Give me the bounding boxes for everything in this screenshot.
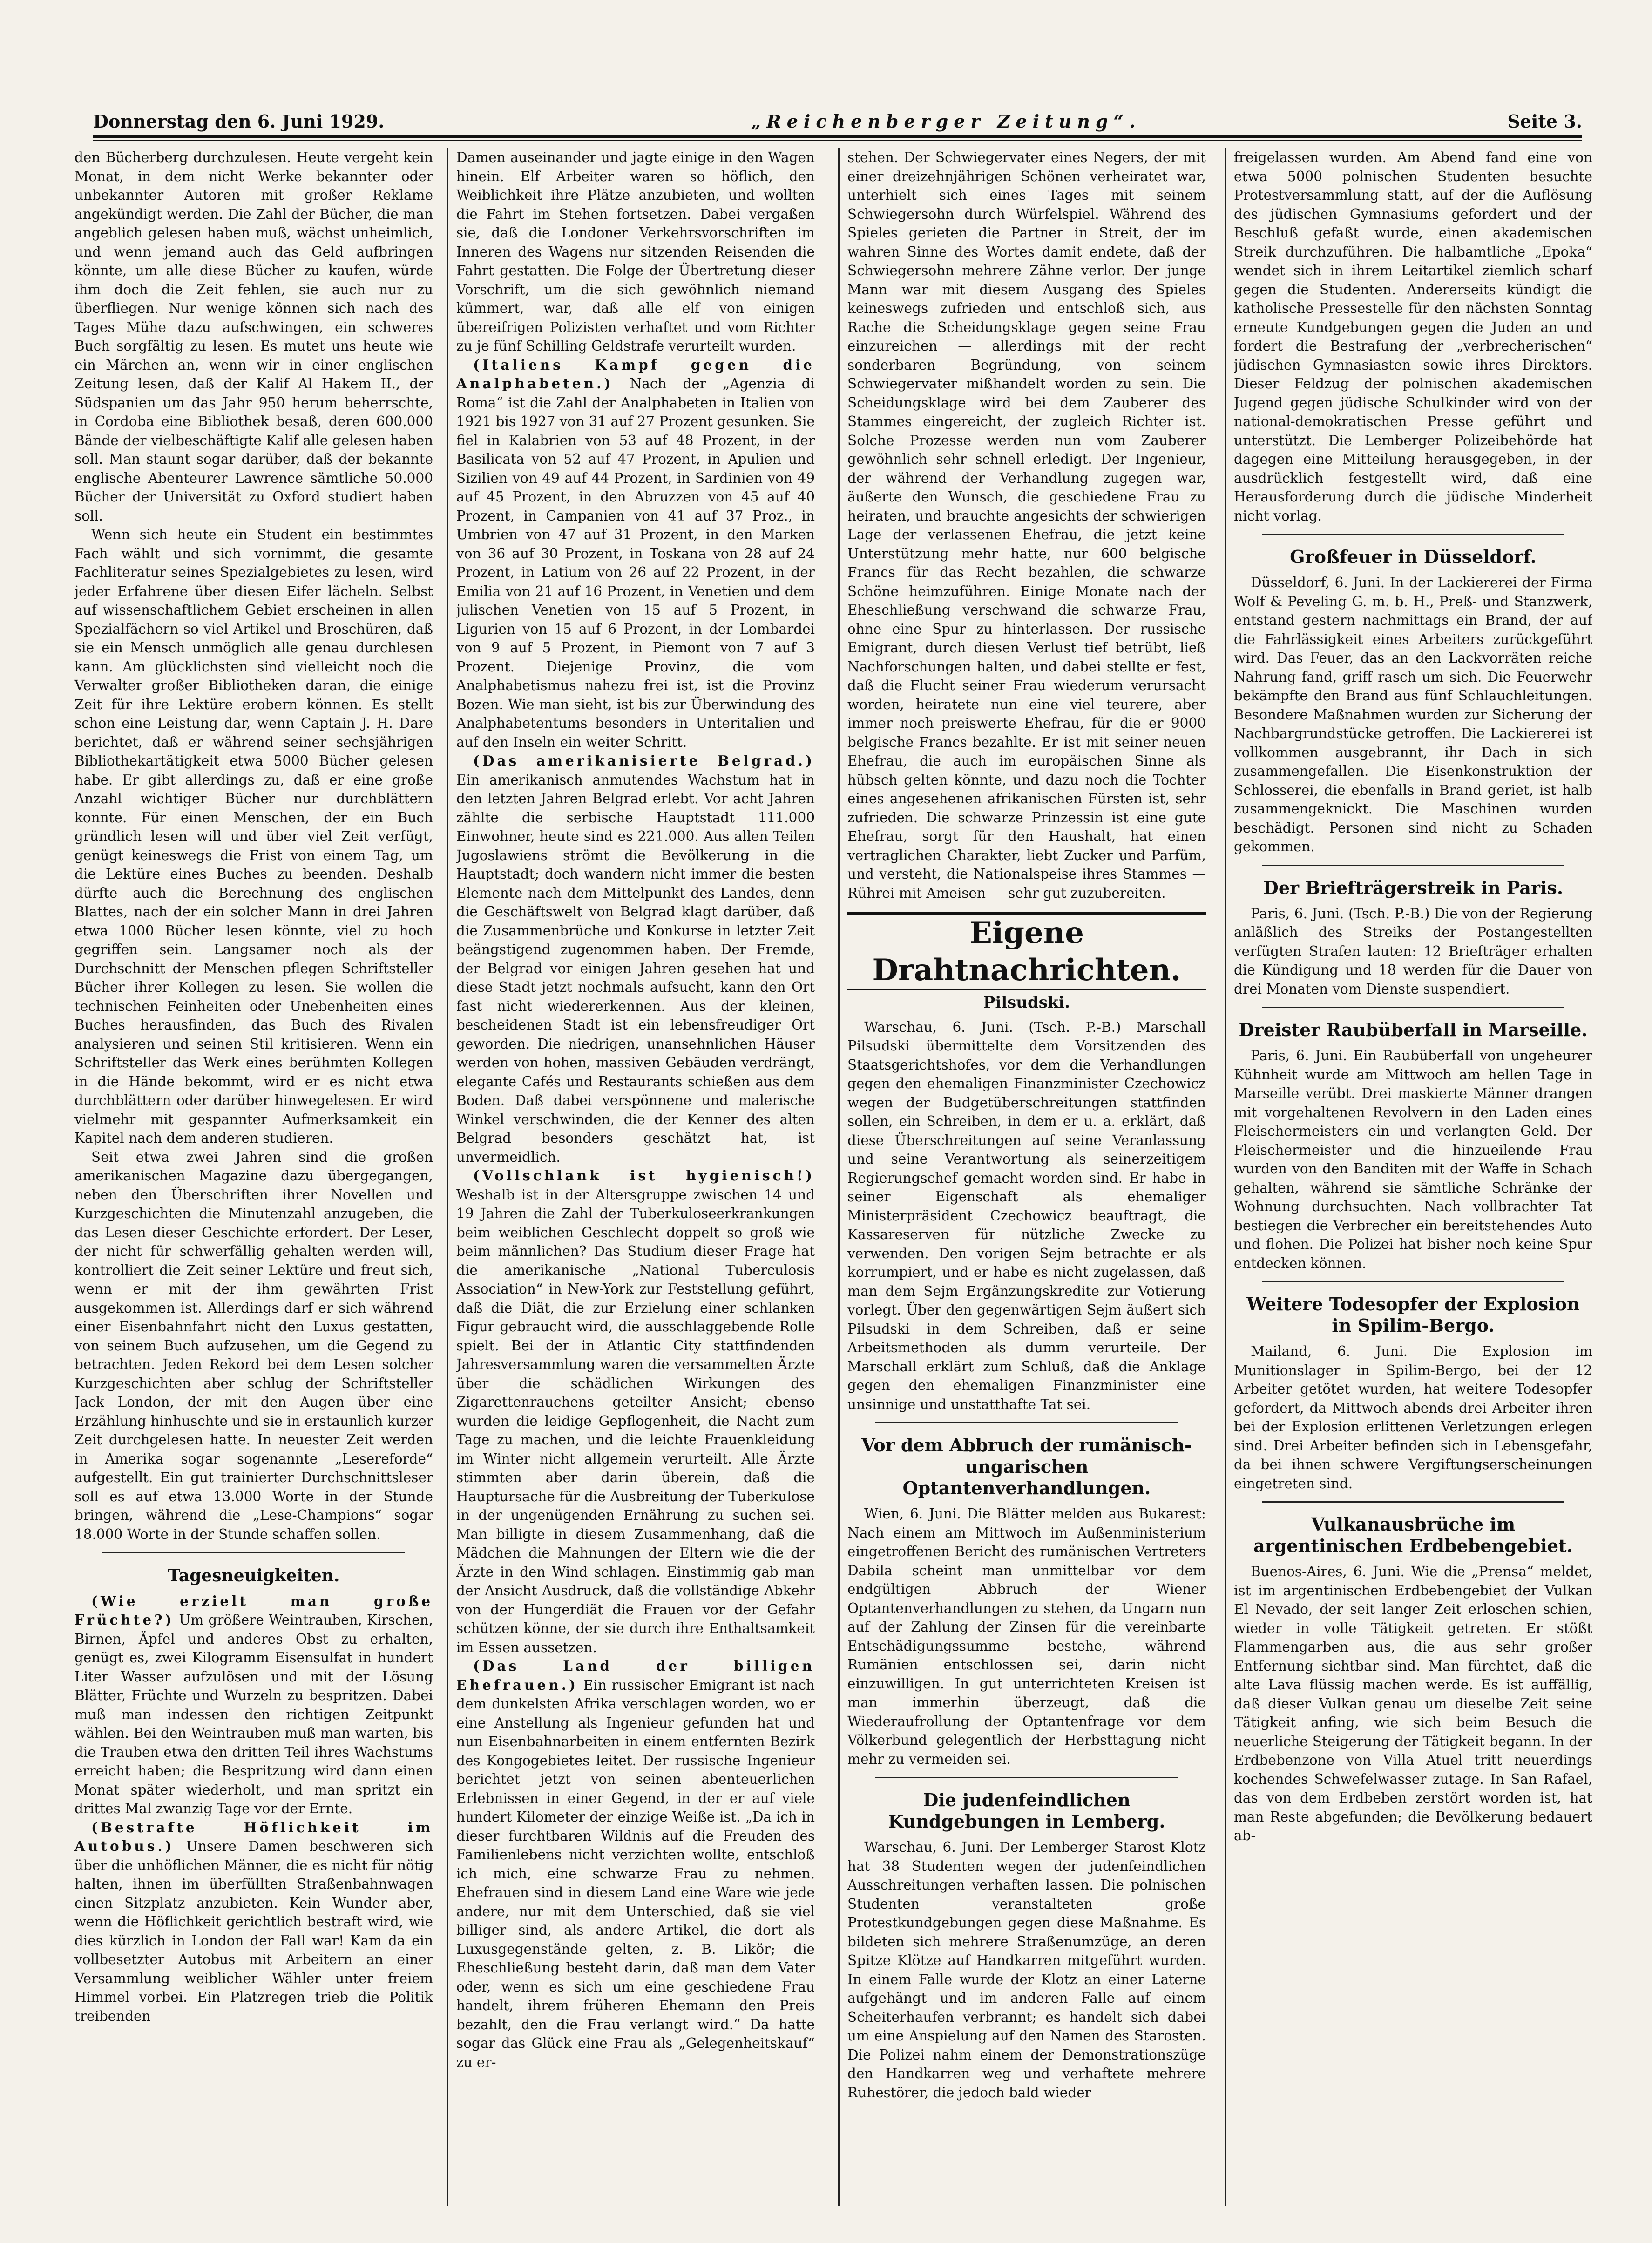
article-text: Warschau, 6. Juni. (Tsch. P.-B.) Marschall Pilsudski übermittelte dem Vorsitzenden des Staatsgerichtshofes, vor dem die Verhandlungen gegen den ehemaligen Finanzminister Czechowicz wegen der Budgetüberschreitungen stattfinden sollen, ein Schreiben, in dem er u. a. erklärt, daß diese Überschreitungen auf seine Veranlassung und seine Verantwortung als seinerzeitigem Regierungschef gemacht worden sind. Er habe in seiner Eigenschaft als ehemaliger Ministerpräsident Czechowicz beauftragt, die Kassareserven für nützliche Zwecke zu verwenden. Den vorigen Sejm betrachte er als korrumpiert, und er habe es nicht zugelassen, daß man dem Sejm Ergänzungskredite zur Votierung vorlegt. Über den gegenwärtigen Sejm äußert sich Pilsudski in dem Schreiben, daß er seine Arbeitsmethoden als dumm verurteile. Der Marschall erklärt zum Schluß, daß die Anklage gegen den ehemaligen Finanzminister eine unsinnige und unstatthafte Tat sei. — [847, 1019, 1206, 1412]
article-text: Düsseldorf, 6. Juni. In der Lackiererei der Firma Wolf & Peveling G. m. b. H., Preß- und Stanzwerk, entstand gestern nachmittags ein Brand, der auf die Fahrlässigkeit eines Arbeiters zurückgeführt wird. Das Feuer, das an den Lackvorräten reiche Nahrung fand, griff rasch um sich. Die Feuerwehr bekämpfte den Brand aus fünf Schlauchleitungen. Besondere Maßnahmen wurden zur Sicherung der Nachbargrundstücke getroffen. Die Lackiererei ist vollkommen ausgebrannt, ihr Dach in sich zusammengefallen. Die Eisenkonstruktion der Schlosserei, die ebenfalls in Brand geriet, ist halb zusammengeknickt. Die Maschinen wurden beschädigt. Personen sind nicht zu Schaden gekommen. — [1234, 575, 1592, 854]
separator — [875, 1777, 1178, 1778]
news-text: Weshalb ist in der Altersgruppe zwischen 14 und 19 Jahren die Zahl der Tuberkuloseerkrankungen beim weiblichen Geschlecht doppelt so groß wie beim männlichen? Das Studium dieser Frage hat die amerikanische „National Tuberculosis Association“ in New-York zur Feststellung geführt, daß die Diät, die zur Erzielung einer schlanken Figur gebraucht wird, die ausschlaggebende Rolle spielt. Bei der in Atlantic City stattfindenden Jahresversammlung waren die versammelten Ärzte über die schädlichen Wirkungen des Zigarettenrauchens geteilter Ansicht; ebenso wurden die leidige Gepflogenheit, die Nacht zum Tage zu machen, und die leichte Frauenkleidung im Winter nicht allgemein verurteilt. Alle Ärzte stimmten aber darin überein, daß die Hauptursache für die Ausbreitung der Tuberkulose in der ungenügenden Ernährung zu suchen sei. Man billigte in diesem Zusammenhang, daß die Mädchen die Mahnungen der Eltern wie die der Ärzte in den Wind schlagen. Einstimmig gab man der Ansicht Ausdruck, daß die vollständige Abkehr von der Hungerdiät die Frauen vor der Gefahr schützen könne, der sie durch ihre Enthaltsamkeit im Essen aussetzen. — [456, 1186, 815, 1655]
header-date: Donnerstag den 6. Juni 1929. — [93, 110, 385, 132]
column-rule — [1225, 148, 1226, 2206]
separator — [1262, 534, 1564, 535]
separator — [102, 1552, 405, 1553]
section-banner: Eigene Drahtnachrichten. — [847, 912, 1206, 990]
header-rule — [93, 140, 1582, 141]
news-text: Ein amerikanisch anmutendes Wachstum hat in den letzten Jahren Belgrad erlebt. Vor acht Jahren zählte die serbische Hauptstadt 111.000 Einwohner, heute sind es 221.000. Aus allen Teilen Jugoslawiens strömt die Bevölkerung in die Hauptstadt; doch wandern nicht immer die besten Elemente nach dem Mittelpunkt des Landes, denn die Geschäftswelt von Belgrad klagt darüber, daß die Zusammenbrüche und Konkurse in letzter Zeit beängstigend zugenommen haben. Der Fremde, der Belgrad vor einigen Jahren gesehen hat und diese Stadt jetzt nochmals aufsucht, kann den Ort fast nicht wiedererkennen. Aus der kleinen, bescheidenen Stadt ist ein lebensfreudiger Ort geworden. Die niedrigen, unansehnlichen Häuser werden von hohen, massiven Gebäuden verdrängt, elegante Cafés und Restaurants schießen aus dem Boden. Daß dabei verspönnene und malerische Winkel verschwinden, die der Kenner des alten Belgrad besonders geschätzt hat, ist unvermeidlich. — [456, 772, 815, 1165]
news-heading: (Vollschlank ist hygienisch!) — [473, 1167, 815, 1184]
news-heading: (Das Land der billigen Ehefrauen.) — [456, 1658, 815, 1693]
news-text: Unsere Damen beschweren sich über die unhöflichen Männer, die es nicht für nötig halten, ihnen im überfüllten Straßenbahnwagen einen Sitzplatz anzubieten. Kein Wunder aber, wenn die Höflichkeit gerichtlich bestraft wird, wie dies kürzlich in London der Fall war! Kam da ein vollbesetzter Autobus mit Arbeitern an einer Versammlung weiblicher Wähler unter freiem Himmel vorbei. Ein Platzregen trieb die Politik treibenden — [74, 1838, 433, 2024]
article-title: Die judenfeindlichen Kundgebungen in Lemberg. — [888, 1789, 1165, 1832]
article-text: Paris, 6. Juni. (Tsch. P.-B.) Die von der Regierung anläßlich des Streiks der Postangestellten verfügten Strafen lauten: 12 Briefträger erhalten die Kündigung und 18 werden für die Dauer von drei Monaten vom Dienste suspendiert. — [1234, 905, 1592, 997]
article-title: Großfeuer in Düsseldorf. — [1290, 546, 1537, 567]
article-paragraph: Wenn sich heute ein Student ein bestimmtes Fach wählt und sich vornimmt, die gesamte Fachliteratur seines Spezialgebietes zu lesen, wird jeder Erfahrene über diesen Eifer lächeln. Selbst auf wissenschaftlichem Gebiet erscheinen in allen Spezialfächern so viel Artikel und Broschüren, daß sie ein Mensch unmöglich alle genau durchlesen kann. Am glücklichsten sind vielleicht noch die Verwalter großer Bibliotheken daran, die einige Zeit für ihre Lektüre erobern können. Es stellt schon eine Leistung dar, wenn Captain J. H. Dare berichtet, daß er während seiner sechsjährigen Bibliothekartätigkeit etwa 5000 Bücher gelesen habe. Er gibt allerdings zu, daß er eine große Anzahl wichtiger Bücher nur durchblättern konnte. Für einen Menschen, der ein Buch gründlich lesen will und über viel Zeit verfügt, genügt keineswegs die Frist von einem Tag, um die Lektüre eines Buches zu beenden. Deshalb dürfte auch die Berechnung des englischen Blattes, nach der ein solcher Mann in drei Jahren etwa 1000 Bücher lesen könnte, viel zu hoch gegriffen sein. Langsamer noch als der Durchschnitt der Menschen pflegen Schriftsteller Bücher ihrer Kollegen zu lesen. Sie wollen die technischen Feinheiten oder Unebenheiten eines Buches herausfinden, das Buch des Rivalen analysieren und seinen Stil kritisieren. Wenn ein Schriftsteller das Werk eines berühmten Kollegen in die Hände bekommt, wird er es nicht etwa durchblättern oder darüber hinwegelesen. Er wird vielmehr mit gespannter Aufmerksamkeit ein Kapitel nach dem anderen studieren. — [74, 527, 433, 1146]
article-text: Mailand, 6. Juni. Die Explosion im Munitionslager in Spilim-Bergo, bei der 12 Arbeiter getötet wurden, hat weitere Todesopfer gefordert, da Mittwoch abends drei Arbeiter ihren bei der Explosion erlittenen Verletzungen erlegen sind. Drei Arbeiter befinden sich in Lebensgefahr, da bei ihnen schwere Vergiftungserscheinungen eingetreten sind. — [1234, 1343, 1592, 1491]
news-heading: (Das amerikanisierte Belgrad.) — [473, 752, 815, 769]
article-title: Vor dem Abbruch der rumänisch-ungarischen Optantenverhandlungen. — [861, 1435, 1192, 1498]
news-text: Um größere Weintrauben, Kirschen, Birnen, Äpfel und anderes Obst zu erhalten, genügt es, zwei Kilogramm Eisensulfat in hundert Liter Wasser aufzulösen und mit der Lösung Blätter, Früchte und Wurzeln zu bespritzen. Dabei muß man indessen den richtigen Zeitpunkt wählen. Bei den Weintrauben muß man warten, bis die Trauben etwa den dritten Teil ihres Wachstums erreicht haben; die Bespritzung wird dann einen Monat später wiederholt, und man spritzt ein drittes Mal zwanzig Tage vor der Ernte. — [74, 1612, 433, 1816]
column-rule — [447, 148, 448, 2206]
article-text: Paris, 6. Juni. Ein Raubüberfall von ungeheurer Kühnheit wurde am Mittwoch am hellen Tage in Marseille verübt. Drei maskierte Männer drangen mit vorgehaltenen Revolvern in den Laden eines Fleischermeisters ein und verlangten Geld. Der Fleischermeister und die hinzueilende Frau wurden von den Banditen mit der Waffe in Schach gehalten, während sie sämtliche Schränke der Wohnung durchsuchten. Nach vollbrachter Tat bestiegen die Verbrecher ein bereitstehendes Auto und flohen. Die Polizei hat bisher noch keine Spur entdecken können. — [1234, 1048, 1592, 1271]
article-title: Der Briefträgerstreik in Paris. — [1263, 877, 1564, 898]
column-1 — [74, 148, 433, 2206]
news-heading: (Wie erzielt man große Früchte?) — [74, 1592, 433, 1628]
article-title: Pilsudski. — [983, 993, 1070, 1012]
column-2 — [456, 148, 815, 2206]
news-text: Nach der „Agenzia di Roma“ ist die Zahl der Analphabeten in Italien von 1921 bis 1927 von 31 auf 27 Prozent gesunken. Sie fiel in Kalabrien von 53 auf 48 Prozent, in der Basilicata von 52 auf 47 Prozent, in Apulien und Sizilien von 49 auf 44 Prozent, in Sardinien von 49 auf 45 Prozent, in den Abruzzen von 45 auf 40 Prozent, in Campanien von 41 auf 37 Proz., in Umbrien von 47 auf 31 Prozent, in den Marken von 36 auf 30 Prozent, in Toskana von 28 auf 24 Prozent, in Latium von 26 auf 22 Prozent, in der Emilia von 21 auf 16 Prozent, in Venetien und dem julischen Venetien von 15 auf 5 Prozent, in Ligurien von 15 auf 6 Prozent, in der Lombardei von 9 auf 5 Prozent, in Piemont von 7 auf 3 Prozent. Diejenige Provinz, die vom Analphabetismus nahezu frei ist, ist die Provinz Bozen. Wie man sieht, ist bis zur Überwindung des Analphabetentums besonders in Unteritalien und auf den Inseln ein weiter Schritt. — [456, 376, 815, 750]
article-paragraph: stehen. Der Schwiegervater eines Negers, der mit einer dreizehnjährigen Schönen verheiratet war, unterhielt sich eines Tages mit seinem Schwiegersohn durch Würfelspiel. Während des Spieles gerieten die Partner in Streit, der im wahren Sinne des Wortes damit endete, daß der Schwiegersohn mehrere Zähne verlor. Der junge Mann war mit diesem Ausgang des Spieles keineswegs zufrieden und entschloß sich, aus Rache die Scheidungsklage gegen seine Frau einzureichen — allerdings mit der recht sonderbaren Begründung, von seinem Schwiegervater mißhandelt worden zu sein. Die Scheidungsklage wird bei dem Zauberer des Stammes eingereicht, der zugleich Richter ist. Solche Prozesse werden nun vom Zauberer gewöhnlich sehr schnell erledigt. Der Ingenieur, der während der Verhandlung zugegen war, äußerte den Wunsch, die geschiedene Frau zu heiraten, und brauchte angesichts der schwierigen Lage der verlassenen Ehefrau, die jetzt keine Unterstützung mehr hatte, nur 600 belgische Francs für das Recht bezahlen, die schwarze Schöne heimzuführen. Einige Monate nach der Eheschließung verschwand die schwarze Frau, ohne eine Spur zu hinterlassen. Der russische Emigrant, durch diesen Verlust tief betrübt, ließ Nachforschungen halten, und dabei stellte er fest, daß die Flucht seiner Frau wiederum verursacht worden, heiratete nun eine viel teurere, aber immer noch preiswerte Ehefrau, für die er 9000 belgische Francs bezahlte. Er ist mit seiner neuen Ehefrau, die auch im europäischen Sinne als hübsch gelten könnte, und dazu noch die Tochter eines angesehenen afrikanischen Fürsten ist, sehr zufrieden. Die schwarze Prinzessin ist eine gute Ehefrau, sorgt für den Haushalt, hat einen vertraglichen Charakter, liebt Zucker und Parfüm, und versteht, die Nationalspeise ihres Stammes — Rührei mit Ameisen — sehr gut zuzubereiten. — [847, 149, 1206, 901]
article-title: Dreister Raubüberfall in Marseille. — [1239, 1019, 1588, 1040]
article-text: Warschau, 6. Juni. Der Lemberger Starost Klotz hat 38 Studenten wegen der judenfeindlichen Ausschreitungen verhaften lassen. Die polnischen Studenten veranstalteten große Protestkundgebungen gegen diese Maßnahme. Es bildeten sich mehrere Straßenumzüge, an deren Spitze Klötze auf Handkarren mitgeführt wurden. In einem Falle wurde der Klotz an einer Laterne aufgehängt und im anderen Falle auf einem Scheiterhaufen verbrannt; es handelt sich dabei um eine Anspielung auf den Namen des Starosten. Die Polizei nahm einem der Demonstrationszüge den Handkarren weg und verhaftete mehrere Ruhestörer, die jedoch bald wieder — [847, 1839, 1206, 2101]
article-paragraph: Damen auseinander und jagte einige in den Wagen hinein. Elf Arbeiter waren so höflich, den Weiblichkeit ihre Plätze anzubieten, und wollten die Fahrt im Stehen fortsetzen. Dabei vergaßen sie, daß die Londoner Verkehrsvorschriften im Inneren des Wagens nur sitzenden Reisenden die Fahrt gestatten. Die Folge der Übertretung dieser Vorschrift, um die sich gewöhnlich niemand kümmert, war, daß alle elf von einigen übereifrigen Polizisten verhaftet und vom Richter zu je fünf Schilling Geldstrafe verurteilt wurden. — [456, 149, 815, 354]
column-3 — [847, 148, 1206, 2206]
article-paragraph: freigelassen wurden. Am Abend fand eine von etwa 5000 polnischen Studenten besuchte Protestversammlung statt, auf der die Auflösung des jüdischen Gymnasiums gefordert und der Beschluß gefaßt wurde, einen akademischen Streik durchzuführen. Die halbamtliche „Epoka“ wendet sich in ihrem Leitartikel ziemlich scharf gegen die Studenten. Andererseits kündigt die katholische Pressestelle für den nächsten Sonntag erneute Kundgebungen gegen die Juden an und fordert die Bestrafung der „verbrecherischen“ jüdischen Gymnasiasten sowie ihres Direktors. Dieser Feldzug der polnischen akademischen Jugend gegen jüdische Schulkinder wird von der national-demokratischen Presse geführt und unterstützt. Die Lemberger Polizeibehörde hat dagegen eine Mitteilung herausgegeben, in der ausdrücklich festgestellt wird, daß eine Herausforderung durch die jüdische Minderheit nicht vorlag. — [1234, 149, 1592, 524]
separator — [1262, 1281, 1564, 1282]
article-title: Weitere Todesopfer der Explosion in Spilim-Bergo. — [1246, 1294, 1580, 1336]
separator — [875, 1422, 1178, 1423]
page-header — [93, 107, 1582, 138]
news-heading: (Bestrafte Höflichkeit im Autobus.) — [74, 1819, 433, 1854]
separator — [1262, 1501, 1564, 1503]
column-4 — [1234, 148, 1592, 2206]
column-rule — [838, 148, 840, 2206]
news-heading: (Italiens Kampf gegen die Analphabeten.) — [456, 356, 815, 392]
separator — [1262, 1007, 1564, 1008]
article-text: Buenos-Aires, 6. Juni. Wie die „Prensa“ meldet, ist im argentinischen Erdbebengebiet der Vulkan El Nevado, der seit langer Zeit erloschen schien, wieder in volle Tätigkeit getreten. Er stößt Flammengarben aus, die aus sehr großer Entfernung sichtbar sind. Man fürchtet, daß die alte Lava flüssig machen werde. Es ist auffällig, daß dieser Vulkan genau um dieselbe Zeit seine Tätigkeit anfing, wie sich beim Besuch die neuerliche Steigerung der Tätigkeit begann. In der Erdbebenzone von Villa Atuel tritt neuerdings kochendes Schwefelwasser zutage. In San Rafael, das von dem Erdbeben zerstört worden ist, hat man Reste abgefunden; die Bevölkerung bedauert ab- — [1234, 1564, 1592, 1843]
header-title: „Reichenberger Zeitung“. — [751, 110, 1141, 132]
news-text: Ein russischer Emigrant ist nach dem dunkelsten Afrika verschlagen worden, wo er eine Anstellung als Ingenieur gefunden hat und nun Eisenbahnarbeiten in einem entfernten Bezirk des Kongogebietes leitet. Der russische Ingenieur berichtet jetzt von seinen abenteuerlichen Erlebnissen in einer Gegend, in der er auf viele hundert Kilometer der einzige Weiße ist. „Da ich in dieser furchtbaren Wildnis auf die Freuden des Familienlebens nicht verzichten wollte, entschloß ich mich, eine schwarze Frau zu nehmen. Ehefrauen sind in diesem Land eine Ware wie jede andere, nur mit dem Unterschied, daß sie viel billiger sind, als andere Artikel, die dort als Luxusgegenstände gelten, z. B. Likör; die Eheschließung besteht darin, daß man dem Vater oder, wenn es sich um eine geschiedene Frau handelt, ihrem früheren Ehemann den Preis bezahlt, den die Frau verlangt wird.“ Da hatte sogar das Glück eine Frau als „Gelegenheitskauf“ zu er- — [456, 1677, 815, 2070]
separator — [1262, 865, 1564, 866]
article-paragraph: den Bücherberg durchzulesen. Heute vergeht kein Monat, in dem nicht Werke bekannter oder unbekannter Autoren mit großer Reklame angekündigt werden. Die Zahl der Bücher, die man angeblich gelesen haben muß, wächst unheimlich, und wenn jemand auch das Geld aufbringen könnte, um alle diese Bücher zu kaufen, würde ihm doch die Zeit fehlen, sie auch nur zu überfliegen. Nur wenige können sich nach des Tages Mühe dazu aufschwingen, ein schweres Buch sorgfältig zu lesen. Es mutet uns heute wie ein Märchen an, wenn wir in einer englischen Zeitung lesen, daß der Kalif Al Hakem II., der Südspanien um das Jahr 950 herum beherrschte, in Cordoba eine Bibliothek besaß, deren 600.000 Bände der vielbeschäftigte Kalif alle gelesen haben soll. Man staunt sogar darüber, daß der bekannte englische Abenteurer Lawrence sämtliche 50.000 Bücher der Universität zu Oxford studiert haben soll. — [74, 149, 433, 524]
section-title: Tagesneuigkeiten. — [168, 1566, 340, 1586]
article-paragraph: Seit etwa zwei Jahren sind die großen amerikanischen Magazine dazu übergegangen, neben den Überschriften ihrer Novellen und Kurzgeschichten die Minutenzahl anzugeben, die das Lesen dieser Geschichte erfordert. Der Leser, der nicht für schwerfällig gehalten werden will, kontrolliert die Zeit seiner Lektüre und freut sich, wenn er mit der ihm gewährten Frist ausgekommen ist. Allerdings darf er sich während einer Eisenbahnfahrt nicht den Luxus gestatten, von seinem Buch aufzusehen, um die Gegend zu betrachten. Jeden Rekord bei dem Lesen solcher Kurzgeschichten aber schlug der Schriftsteller Jack London, der mit den Augen über eine Erzählung hinhuschte und sie in erstaunlich kurzer Zeit durchgelesen hatte. In neuester Zeit werden in Amerika sogar sogenannte „Lesereforde“ aufgestellt. Ein gut trainierter Durchschnittsleser soll es auf etwa 13.000 Worte in der Stunde bringen, während die „Lese-Champions“ sogar 18.000 Worte in der Stunde schaffen sollen. — [74, 1149, 433, 1542]
article-text: Wien, 6. Juni. Die Blätter melden aus Bukarest: Nach einem am Mittwoch im Außenministerium eingetroffenen Bericht des rumänischen Vertreters Dabila scheint man unmittelbar vor dem endgültigen Abbruch der Wiener Optantenverhandlungen zu stehen, da Ungarn nun auf der Zahlung der Zinsen für die vereinbarte Entschädigungssumme bestehe, während Rumänien entschlossen sei, darin nicht einzuwilligen. In gut unterrichteten Kreisen ist man immerhin überzeugt, daß die Wiederaufrollung der Optantenfrage vor dem Völkerbund gelegentlich der Herbsttagung nicht mehr zu vermeiden sei. — [847, 1506, 1206, 1767]
article-title: Vulkanausbrüche im argentinischen Erdbebengebiet. — [1253, 1514, 1573, 1556]
header-page-number: Seite 3. — [1507, 110, 1582, 132]
